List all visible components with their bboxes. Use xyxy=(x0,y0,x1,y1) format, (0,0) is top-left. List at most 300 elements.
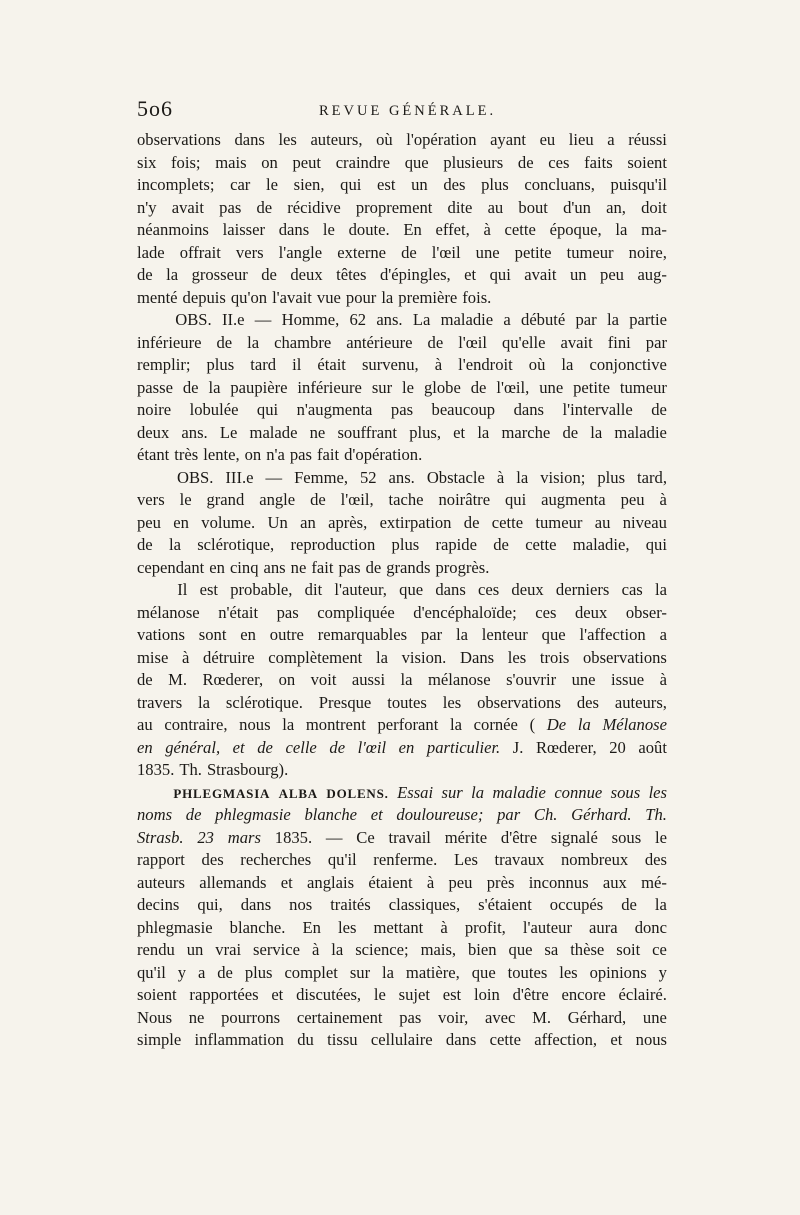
word: deux xyxy=(575,602,608,622)
word: de xyxy=(621,895,637,914)
running-head: REVUE GÉNÉRALE. xyxy=(319,103,497,119)
word: le xyxy=(654,827,667,847)
word: deux xyxy=(290,265,323,284)
text-line xyxy=(137,310,667,333)
word: mise xyxy=(137,647,169,667)
word: de xyxy=(517,152,534,172)
word: paupière xyxy=(230,377,288,397)
word: s'ouvrir xyxy=(506,670,557,689)
word: M. xyxy=(168,670,188,689)
word: Nous xyxy=(137,1007,173,1027)
word: celle xyxy=(285,737,317,757)
word: sous xyxy=(610,782,641,802)
word: Un xyxy=(267,512,288,532)
word: sujet xyxy=(398,985,430,1004)
word: aura xyxy=(589,917,618,937)
word: donc xyxy=(634,917,667,937)
word: lobulée xyxy=(189,400,239,419)
word: trois xyxy=(539,647,570,667)
word: d'être xyxy=(512,985,549,1004)
word: d'opération. xyxy=(344,445,423,464)
word: particulier. xyxy=(426,737,501,757)
word: discutées, xyxy=(296,985,362,1004)
word: n'était xyxy=(218,602,259,622)
word: l'œil, xyxy=(496,377,530,397)
word: tumeur xyxy=(566,242,614,262)
word: II.e xyxy=(221,310,245,329)
word: aux xyxy=(602,872,627,892)
word: 20 xyxy=(609,737,626,757)
word: la xyxy=(208,377,221,397)
word: plus xyxy=(391,535,420,554)
word: lade xyxy=(137,242,165,262)
word: travail xyxy=(388,827,431,847)
word: l'opération xyxy=(406,130,477,149)
word: doute. xyxy=(348,220,390,239)
word: Th. xyxy=(645,805,667,824)
word: rapide xyxy=(435,535,477,554)
word: de xyxy=(137,265,153,284)
word: en xyxy=(209,557,225,577)
text-line xyxy=(137,895,667,918)
word: fait xyxy=(317,445,340,464)
word: incomplets; xyxy=(137,175,215,194)
word: mais xyxy=(215,152,247,172)
word: peu xyxy=(448,872,473,892)
word: issue xyxy=(610,670,645,689)
word: eu xyxy=(539,130,556,149)
text-line xyxy=(137,963,667,986)
word: 1835. xyxy=(274,827,313,847)
word: la xyxy=(198,692,211,712)
word: noms xyxy=(137,805,173,824)
word: qu'il xyxy=(137,962,166,982)
word: de xyxy=(401,242,417,262)
word: effet, xyxy=(435,220,470,239)
word: toutes xyxy=(387,692,427,712)
word: réussi xyxy=(628,130,667,149)
word: vers xyxy=(235,242,264,262)
word: lieu xyxy=(568,130,594,149)
word: et xyxy=(453,422,466,442)
word: an, xyxy=(606,197,626,217)
word: que xyxy=(404,152,429,172)
word: une xyxy=(475,242,500,262)
word: blanche. xyxy=(229,917,286,937)
word: étaient xyxy=(368,872,413,892)
word: pour xyxy=(345,287,377,307)
word: matière, xyxy=(405,962,460,982)
word: à xyxy=(483,220,491,239)
word: angle xyxy=(259,490,296,509)
text-line xyxy=(137,940,667,963)
word: renferme. xyxy=(373,850,438,869)
word: grosseur xyxy=(191,265,248,284)
word: lente, xyxy=(203,445,240,464)
word: dit xyxy=(304,580,323,599)
word: sous xyxy=(611,827,642,847)
word: En xyxy=(302,917,321,937)
word: la xyxy=(400,670,413,689)
text-line xyxy=(137,265,667,288)
word: que xyxy=(508,940,533,959)
word: pas xyxy=(338,557,361,577)
word: on xyxy=(278,670,296,689)
word: les xyxy=(278,130,297,149)
word: survenu, xyxy=(361,355,419,374)
word: cette xyxy=(504,220,536,239)
word: montrent xyxy=(305,715,366,734)
word: peu xyxy=(600,265,624,284)
word: où xyxy=(528,355,546,374)
word: fois; xyxy=(171,152,201,172)
word: travers xyxy=(137,692,183,712)
text-line xyxy=(137,760,667,783)
word: le xyxy=(179,490,192,509)
word: voir, xyxy=(438,1007,469,1027)
word: le xyxy=(373,985,386,1004)
body-text xyxy=(137,130,667,1053)
text-line xyxy=(137,918,667,941)
word: le xyxy=(322,220,335,239)
word: anglais xyxy=(307,872,355,892)
word: en xyxy=(173,512,189,532)
word: nous xyxy=(635,1030,667,1049)
word: cependant xyxy=(137,557,205,577)
word: — xyxy=(325,827,343,847)
word: n'y xyxy=(137,197,157,217)
text-line xyxy=(137,985,667,1008)
word: la xyxy=(331,940,344,959)
word: car xyxy=(230,175,251,194)
word: complètement xyxy=(268,647,363,667)
word: tache xyxy=(388,490,424,509)
text-line xyxy=(137,490,667,513)
word: une xyxy=(571,670,596,689)
word: partie xyxy=(629,310,667,329)
word: il xyxy=(292,355,302,374)
word: Strasbourg). xyxy=(206,760,289,779)
word: détruire xyxy=(203,647,255,667)
word: cellulaire xyxy=(370,1030,433,1049)
word: que xyxy=(541,625,566,644)
word: decins xyxy=(137,895,180,914)
word: M. xyxy=(532,1007,551,1027)
word: craindre xyxy=(335,152,391,172)
word: des xyxy=(644,850,667,869)
word: grand xyxy=(206,490,245,509)
word: après, xyxy=(328,512,368,532)
word: sur xyxy=(441,782,463,802)
word: antérieure xyxy=(346,332,413,352)
word: observations xyxy=(477,692,561,712)
word: OBS. xyxy=(176,467,214,487)
word: le xyxy=(265,175,278,194)
word: rapportées xyxy=(189,985,259,1004)
page-header xyxy=(137,96,667,126)
word: par xyxy=(420,625,443,644)
word: la xyxy=(577,715,591,734)
word: de xyxy=(427,332,444,352)
word: la xyxy=(168,535,181,554)
word: cette xyxy=(525,535,557,554)
word: débuté xyxy=(521,310,566,329)
word: en xyxy=(240,625,256,644)
word: Strasb. xyxy=(137,827,184,847)
word: Dans xyxy=(459,647,495,667)
word: Femme, xyxy=(294,467,348,487)
word: y xyxy=(177,962,187,982)
word: dite xyxy=(447,197,473,217)
word: maladie xyxy=(440,310,494,329)
word: près xyxy=(486,872,515,892)
word: d'être xyxy=(500,827,538,847)
word: vision; xyxy=(540,467,586,487)
word: DOLENS. xyxy=(326,785,389,801)
word: volume. xyxy=(201,512,256,532)
word: faits xyxy=(584,152,613,172)
word: conjonctive xyxy=(589,355,667,374)
word: auteurs, xyxy=(614,692,667,712)
word: néanmoins xyxy=(137,220,209,239)
word: obser- xyxy=(625,602,667,622)
word: remarquables xyxy=(317,625,408,644)
word: concluans, xyxy=(524,175,595,194)
word: l'angle xyxy=(278,242,323,262)
word: d'un xyxy=(563,197,591,217)
word: grands xyxy=(386,557,431,577)
word: cas xyxy=(621,580,643,599)
word: l'œil xyxy=(431,242,461,262)
word: Th. xyxy=(179,760,202,779)
word: remplir; xyxy=(137,355,191,374)
word: y xyxy=(658,962,667,982)
word: depuis xyxy=(182,287,226,307)
word: peu xyxy=(620,490,645,509)
word: marche xyxy=(501,422,551,442)
word: doit xyxy=(641,197,667,217)
word: petite xyxy=(573,377,610,397)
word: pas xyxy=(219,197,242,217)
word: tard, xyxy=(637,467,667,487)
word: plus xyxy=(481,175,509,194)
word: sclérotique, xyxy=(197,535,275,554)
word: général, xyxy=(165,737,221,757)
word: compliquée xyxy=(317,602,395,622)
word: inflammation xyxy=(194,1030,284,1049)
word: science; xyxy=(355,940,409,959)
word: thèse xyxy=(570,940,605,959)
word: sien, xyxy=(293,175,325,194)
word: vers xyxy=(137,490,165,509)
word: on xyxy=(244,445,262,464)
word: la xyxy=(282,715,295,734)
word: petite xyxy=(514,242,552,262)
word: noirâtre xyxy=(438,490,491,509)
word: bien xyxy=(468,940,497,959)
word: les xyxy=(507,647,527,667)
word: offrait xyxy=(179,242,221,262)
word: inconnus xyxy=(528,872,589,892)
word: le xyxy=(402,377,415,397)
word: ans xyxy=(263,557,286,577)
word: qui xyxy=(340,175,362,194)
word: la xyxy=(381,287,394,307)
word: dans xyxy=(234,130,265,149)
word: par xyxy=(575,310,597,329)
word: peut xyxy=(292,152,322,172)
text-line xyxy=(137,603,667,626)
word: un xyxy=(186,940,204,959)
text-line xyxy=(137,400,667,423)
text-line xyxy=(137,423,667,446)
word: têtes xyxy=(336,265,367,284)
word: la xyxy=(516,467,529,487)
word: Gérhard, xyxy=(567,1007,627,1027)
text-line xyxy=(137,693,667,716)
word: l'affection xyxy=(579,625,646,644)
word: auteurs, xyxy=(310,130,363,149)
word: plus xyxy=(206,355,235,374)
word: phlegmasie xyxy=(137,917,213,937)
word: à xyxy=(182,647,190,667)
word: est xyxy=(199,580,219,599)
word: étant xyxy=(137,445,170,464)
word: de xyxy=(463,512,480,532)
word: pourrons xyxy=(221,1007,281,1027)
word: de xyxy=(217,962,233,982)
word: de xyxy=(256,197,273,217)
word: dans xyxy=(278,220,310,239)
text-line xyxy=(137,558,667,581)
word: extirpation xyxy=(379,512,452,532)
word: plus, xyxy=(409,422,442,442)
word: d'épingles, xyxy=(379,265,451,284)
word: En xyxy=(403,220,422,239)
text-line xyxy=(137,873,667,896)
word: à xyxy=(440,917,448,937)
word: soit xyxy=(616,940,641,959)
word: et xyxy=(610,1030,623,1049)
word: de xyxy=(470,377,487,397)
word: à xyxy=(434,355,443,374)
word: dans xyxy=(435,580,466,599)
word: Presque xyxy=(318,692,372,712)
word: au xyxy=(594,512,611,532)
word: on xyxy=(261,152,278,172)
word: l'auteur xyxy=(522,917,572,937)
word: certainement xyxy=(296,1007,383,1027)
word: au xyxy=(487,197,504,217)
word: une xyxy=(642,1007,667,1027)
word: les xyxy=(338,917,357,937)
word: encore xyxy=(561,985,606,1004)
word: la xyxy=(450,715,462,734)
word: classiques, xyxy=(388,895,461,914)
word: fait xyxy=(311,557,334,577)
word: service xyxy=(253,940,301,959)
word: de xyxy=(651,400,667,419)
word: est xyxy=(442,985,462,1004)
word: aussi xyxy=(351,670,386,689)
word: nous xyxy=(239,715,271,734)
word: nombreux xyxy=(560,850,629,869)
word: lenteur xyxy=(481,625,528,644)
word: allemands xyxy=(199,872,267,892)
word: l'œil, xyxy=(340,490,374,509)
word: 23 xyxy=(197,827,214,847)
text-line xyxy=(137,175,667,198)
word: de xyxy=(137,670,153,689)
word: la xyxy=(247,332,260,352)
word: deux xyxy=(511,580,544,599)
word: par xyxy=(645,332,667,352)
word: outre xyxy=(269,625,304,644)
word: dans xyxy=(240,895,272,914)
word: Homme, xyxy=(281,310,340,329)
word: l'œil xyxy=(458,332,487,352)
word: observations xyxy=(583,647,667,667)
word: III.e xyxy=(225,467,254,487)
word: de xyxy=(182,377,199,397)
word: fois. xyxy=(462,287,492,307)
word: en xyxy=(137,737,153,757)
word: la xyxy=(477,422,490,442)
word: cette xyxy=(491,512,524,532)
word: ne xyxy=(309,422,326,442)
word: à xyxy=(311,940,320,959)
word: vations xyxy=(137,625,185,644)
word: noire xyxy=(137,400,172,419)
word: nos xyxy=(289,895,313,914)
word: externe xyxy=(337,242,387,262)
word: la xyxy=(471,782,485,802)
word: de xyxy=(493,535,509,554)
word: août xyxy=(638,737,667,757)
word: s'étaient xyxy=(478,895,532,914)
word: vrai xyxy=(215,940,242,959)
word: les xyxy=(442,692,462,712)
word: qui xyxy=(505,490,527,509)
word: de xyxy=(185,805,202,824)
word: qu'on xyxy=(230,287,268,307)
word: et xyxy=(280,872,293,892)
word: un xyxy=(411,175,428,194)
word: 1835. xyxy=(137,760,175,779)
word: la xyxy=(615,220,628,239)
word: pas xyxy=(399,1007,422,1027)
word: vision. xyxy=(401,647,447,667)
word: 62 xyxy=(349,310,367,329)
word: sur xyxy=(371,377,393,397)
word: la xyxy=(375,647,388,667)
word: a xyxy=(197,962,206,982)
word: Obstacle xyxy=(426,467,485,487)
word: l'endroit xyxy=(458,355,513,374)
word: qu'il xyxy=(327,850,357,869)
word: la xyxy=(606,310,619,329)
word: traités xyxy=(330,895,371,914)
word: tumeur xyxy=(619,377,667,397)
word: de xyxy=(261,265,277,284)
word: six xyxy=(137,152,157,172)
word: et xyxy=(370,805,383,824)
word: signalé xyxy=(550,827,598,847)
word: de xyxy=(365,557,382,577)
word: blanche xyxy=(304,805,357,824)
word: mé- xyxy=(641,872,667,892)
word: derniers xyxy=(555,580,610,599)
